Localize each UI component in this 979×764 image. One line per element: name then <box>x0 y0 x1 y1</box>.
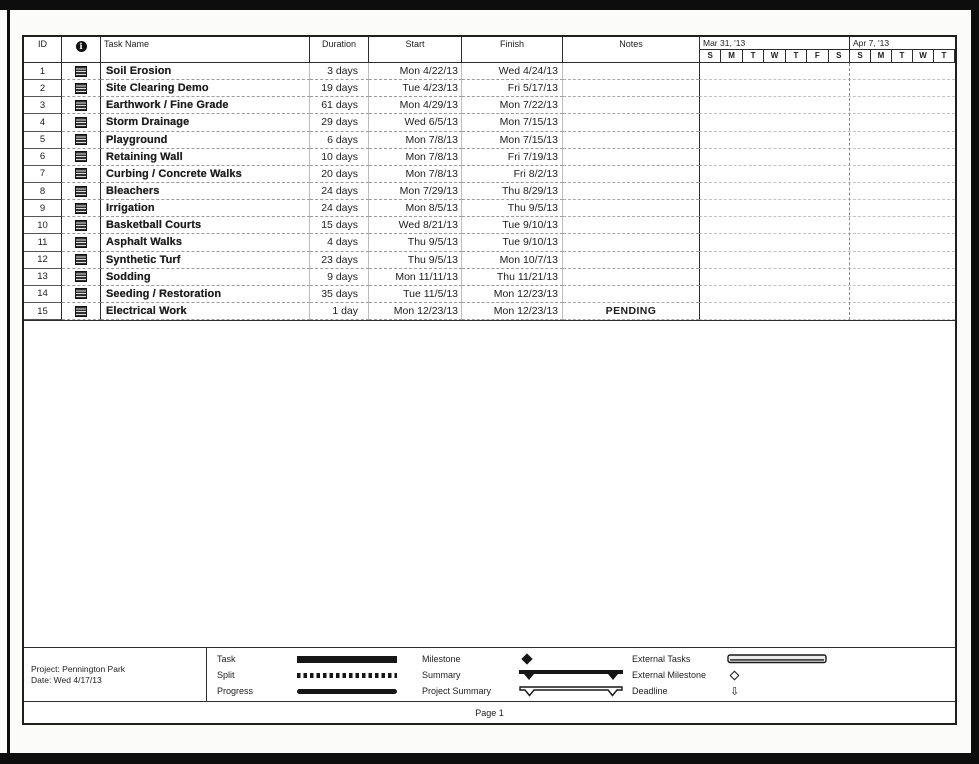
task-notes <box>563 63 699 80</box>
week-gridline <box>849 63 850 320</box>
table-row <box>24 252 955 269</box>
task-start-date: Wed 8/21/13 <box>369 217 462 234</box>
table-row <box>24 303 955 320</box>
split-bar-icon <box>297 669 397 681</box>
task-id: 4 <box>24 114 62 131</box>
page-footer <box>24 701 955 723</box>
legend-label-project-summary: Project Summary <box>422 686 492 696</box>
info-icon: i <box>76 41 87 52</box>
table-row <box>24 183 955 200</box>
column-header-start: Start <box>369 37 462 63</box>
note-icon <box>75 288 87 299</box>
day-header-cell: W <box>913 50 934 62</box>
day-header-cell: S <box>850 50 871 62</box>
task-start-date: Mon 4/29/13 <box>369 97 462 114</box>
table-row <box>24 217 955 234</box>
table-row <box>24 286 955 303</box>
task-finish-date: Mon 12/23/13 <box>462 303 563 320</box>
note-icon <box>75 117 87 128</box>
task-start-date: Mon 7/29/13 <box>369 183 462 200</box>
column-header-finish: Finish <box>462 37 563 63</box>
task-indicator <box>62 97 101 114</box>
task-duration: 29 days <box>310 114 369 131</box>
legend-label-task: Task <box>217 654 236 664</box>
task-id: 8 <box>24 183 62 200</box>
task-start-date: Wed 6/5/13 <box>369 114 462 131</box>
task-name: Retaining Wall <box>101 149 310 166</box>
task-notes <box>563 234 699 251</box>
table-header-row <box>24 37 955 63</box>
task-notes <box>563 286 699 303</box>
task-indicator <box>62 286 101 303</box>
day-header-cell: T <box>786 50 807 62</box>
task-id: 5 <box>24 132 62 149</box>
task-name: Sodding <box>101 269 310 286</box>
task-name: Asphalt Walks <box>101 234 310 251</box>
note-icon <box>75 220 87 231</box>
progress-bar-icon <box>297 685 397 697</box>
task-duration: 24 days <box>310 183 369 200</box>
note-icon <box>75 151 87 162</box>
task-duration: 24 days <box>310 200 369 217</box>
week-label-mar31: Mar 31, '13 <box>700 37 850 49</box>
external-tasks-bar-icon <box>727 653 827 665</box>
table-row <box>24 269 955 286</box>
legend <box>24 647 955 701</box>
task-id: 12 <box>24 252 62 269</box>
task-duration: 23 days <box>310 252 369 269</box>
note-icon <box>75 237 87 248</box>
task-name: Synthetic Turf <box>101 252 310 269</box>
task-id: 14 <box>24 286 62 303</box>
task-timeline-cell <box>699 200 955 217</box>
table-row <box>24 234 955 251</box>
task-indicator <box>62 183 101 200</box>
task-indicator <box>62 269 101 286</box>
task-bar-icon <box>297 653 397 665</box>
task-indicator <box>62 200 101 217</box>
task-duration: 19 days <box>310 80 369 97</box>
task-timeline-cell <box>699 234 955 251</box>
task-id: 15 <box>24 303 62 320</box>
legend-column-2 <box>422 651 623 699</box>
task-finish-date: Mon 7/22/13 <box>462 97 563 114</box>
note-icon <box>75 168 87 179</box>
legend-item-split <box>217 667 397 683</box>
legend-label-milestone: Milestone <box>422 654 461 664</box>
task-duration: 1 day <box>310 303 369 320</box>
note-icon <box>75 134 87 145</box>
task-timeline-cell <box>699 303 955 320</box>
day-header-cell: S <box>700 50 721 62</box>
task-indicator <box>62 80 101 97</box>
task-id: 10 <box>24 217 62 234</box>
task-id: 13 <box>24 269 62 286</box>
task-id: 9 <box>24 200 62 217</box>
task-name: Playground <box>101 132 310 149</box>
task-start-date: Thu 9/5/13 <box>369 252 462 269</box>
task-notes <box>563 132 699 149</box>
task-name: Earthwork / Fine Grade <box>101 97 310 114</box>
note-icon <box>75 203 87 214</box>
task-indicator <box>62 114 101 131</box>
timeline-week-labels <box>700 37 955 50</box>
day-header-cell: M <box>721 50 742 62</box>
column-header-duration: Duration <box>310 37 369 63</box>
note-icon <box>75 66 87 77</box>
task-timeline-cell <box>699 166 955 183</box>
timeline-header <box>699 37 955 63</box>
task-start-date: Mon 4/22/13 <box>369 63 462 80</box>
legend-label-external-milestone: External Milestone <box>632 670 707 680</box>
gantt-chart-table <box>22 35 957 725</box>
task-start-date: Mon 7/8/13 <box>369 166 462 183</box>
table-row <box>24 63 955 80</box>
table-row <box>24 149 955 166</box>
table-row <box>24 166 955 183</box>
scan-border-bottom <box>0 753 979 764</box>
note-icon <box>75 100 87 111</box>
column-header-task-name: Task Name <box>101 37 310 63</box>
task-id: 2 <box>24 80 62 97</box>
task-indicator <box>62 234 101 251</box>
legend-item-task <box>217 651 397 667</box>
day-header-cell: T <box>892 50 913 62</box>
task-name: Basketball Courts <box>101 217 310 234</box>
task-notes <box>563 217 699 234</box>
task-start-date: Mon 7/8/13 <box>369 149 462 166</box>
legend-label-summary: Summary <box>422 670 461 680</box>
task-indicator <box>62 132 101 149</box>
task-id: 11 <box>24 234 62 251</box>
task-indicator <box>62 63 101 80</box>
legend-item-external-milestone <box>632 667 827 683</box>
page-number-label: Page 1 <box>475 707 504 718</box>
task-name: Electrical Work <box>101 303 310 320</box>
task-finish-date: Wed 4/24/13 <box>462 63 563 80</box>
task-duration: 20 days <box>310 166 369 183</box>
task-finish-date: Tue 9/10/13 <box>462 234 563 251</box>
external-milestone-diamond-icon <box>727 669 738 681</box>
task-name: Site Clearing Demo <box>101 80 310 97</box>
day-header-cell: S <box>829 50 850 62</box>
task-timeline-cell <box>699 269 955 286</box>
task-start-date: Mon 7/8/13 <box>369 132 462 149</box>
task-finish-date: Mon 12/23/13 <box>462 286 563 303</box>
scan-border-top <box>0 0 979 10</box>
table-row <box>24 97 955 114</box>
task-notes <box>563 183 699 200</box>
task-finish-date: Thu 9/5/13 <box>462 200 563 217</box>
task-finish-date: Tue 9/10/13 <box>462 217 563 234</box>
scan-border-left <box>7 0 10 764</box>
task-duration: 61 days <box>310 97 369 114</box>
task-finish-date: Fri 7/19/13 <box>462 149 563 166</box>
task-duration: 10 days <box>310 149 369 166</box>
legend-column-1 <box>217 651 397 699</box>
task-name: Storm Drainage <box>101 114 310 131</box>
task-notes <box>563 166 699 183</box>
legend-item-milestone <box>422 651 623 667</box>
task-timeline-cell <box>699 97 955 114</box>
note-icon <box>75 254 87 265</box>
legend-item-deadline <box>632 683 827 699</box>
task-timeline-cell <box>699 114 955 131</box>
day-header-cell: W <box>764 50 785 62</box>
task-timeline-cell <box>699 63 955 80</box>
task-timeline-cell <box>699 132 955 149</box>
task-start-date: Mon 8/5/13 <box>369 200 462 217</box>
legend-item-progress <box>217 683 397 699</box>
note-icon <box>75 83 87 94</box>
legend-label-split: Split <box>217 670 235 680</box>
task-start-date: Mon 12/23/13 <box>369 303 462 320</box>
task-list <box>24 63 955 321</box>
task-notes: PENDING <box>563 303 699 320</box>
task-name: Bleachers <box>101 183 310 200</box>
task-indicator <box>62 217 101 234</box>
note-icon <box>75 306 87 317</box>
column-header-indicator <box>62 37 101 63</box>
legend-column-3 <box>632 651 827 699</box>
task-timeline-cell <box>699 183 955 200</box>
task-name: Soil Erosion <box>101 63 310 80</box>
task-timeline-cell <box>699 149 955 166</box>
task-indicator <box>62 252 101 269</box>
legend-item-project-summary <box>422 683 623 699</box>
day-header-cell: F <box>807 50 828 62</box>
task-duration: 15 days <box>310 217 369 234</box>
task-indicator <box>62 303 101 320</box>
task-finish-date: Fri 5/17/13 <box>462 80 563 97</box>
task-indicator <box>62 166 101 183</box>
task-finish-date: Thu 8/29/13 <box>462 183 563 200</box>
task-id: 3 <box>24 97 62 114</box>
timeline-day-letters <box>700 50 955 62</box>
legend-item-external-tasks <box>632 651 827 667</box>
note-icon <box>75 186 87 197</box>
task-start-date: Tue 4/23/13 <box>369 80 462 97</box>
task-start-date: Mon 11/11/13 <box>369 269 462 286</box>
table-row <box>24 132 955 149</box>
legend-label-external-tasks: External Tasks <box>632 654 691 664</box>
project-summary-bar-icon <box>519 685 623 697</box>
project-date: Date: Wed 4/17/13 <box>31 674 102 685</box>
task-id: 6 <box>24 149 62 166</box>
day-header-cell: T <box>934 50 955 62</box>
task-notes <box>563 80 699 97</box>
task-finish-date: Fri 8/2/13 <box>462 166 563 183</box>
task-timeline-cell <box>699 217 955 234</box>
week-label-apr7: Apr 7, '13 <box>853 38 890 48</box>
task-notes <box>563 200 699 217</box>
legend-label-deadline: Deadline <box>632 686 668 696</box>
task-finish-date: Mon 7/15/13 <box>462 114 563 131</box>
task-indicator <box>62 149 101 166</box>
task-name: Seeding / Restoration <box>101 286 310 303</box>
task-id: 1 <box>24 63 62 80</box>
task-timeline-cell <box>699 80 955 97</box>
task-start-date: Thu 9/5/13 <box>369 234 462 251</box>
milestone-diamond-icon <box>519 653 531 665</box>
task-timeline-cell <box>699 286 955 303</box>
legend-item-summary <box>422 667 623 683</box>
column-header-id: ID <box>24 37 62 63</box>
task-duration: 6 days <box>310 132 369 149</box>
table-row <box>24 200 955 217</box>
task-duration: 35 days <box>310 286 369 303</box>
table-row <box>24 80 955 97</box>
task-notes <box>563 269 699 286</box>
legend-label-progress: Progress <box>217 686 254 696</box>
scan-border-right <box>971 0 979 764</box>
task-duration: 3 days <box>310 63 369 80</box>
note-icon <box>75 271 87 282</box>
task-name: Irrigation <box>101 200 310 217</box>
task-notes <box>563 97 699 114</box>
task-timeline-cell <box>699 252 955 269</box>
table-row <box>24 114 955 131</box>
task-notes <box>563 114 699 131</box>
gantt-empty-area <box>24 321 955 647</box>
day-header-cell: T <box>743 50 764 62</box>
task-finish-date: Mon 7/15/13 <box>462 132 563 149</box>
task-finish-date: Thu 11/21/13 <box>462 269 563 286</box>
day-header-cell: M <box>871 50 892 62</box>
task-duration: 4 days <box>310 234 369 251</box>
task-id: 7 <box>24 166 62 183</box>
project-info-box <box>24 648 207 701</box>
task-duration: 9 days <box>310 269 369 286</box>
summary-bar-icon <box>519 669 623 681</box>
task-finish-date: Mon 10/7/13 <box>462 252 563 269</box>
project-name: Project: Pennington Park <box>31 663 126 674</box>
column-header-notes: Notes <box>563 37 699 63</box>
task-start-date: Tue 11/5/13 <box>369 286 462 303</box>
deadline-arrow-icon: ⇩ <box>730 684 740 698</box>
task-notes <box>563 252 699 269</box>
task-name: Curbing / Concrete Walks <box>101 166 310 183</box>
task-notes <box>563 149 699 166</box>
